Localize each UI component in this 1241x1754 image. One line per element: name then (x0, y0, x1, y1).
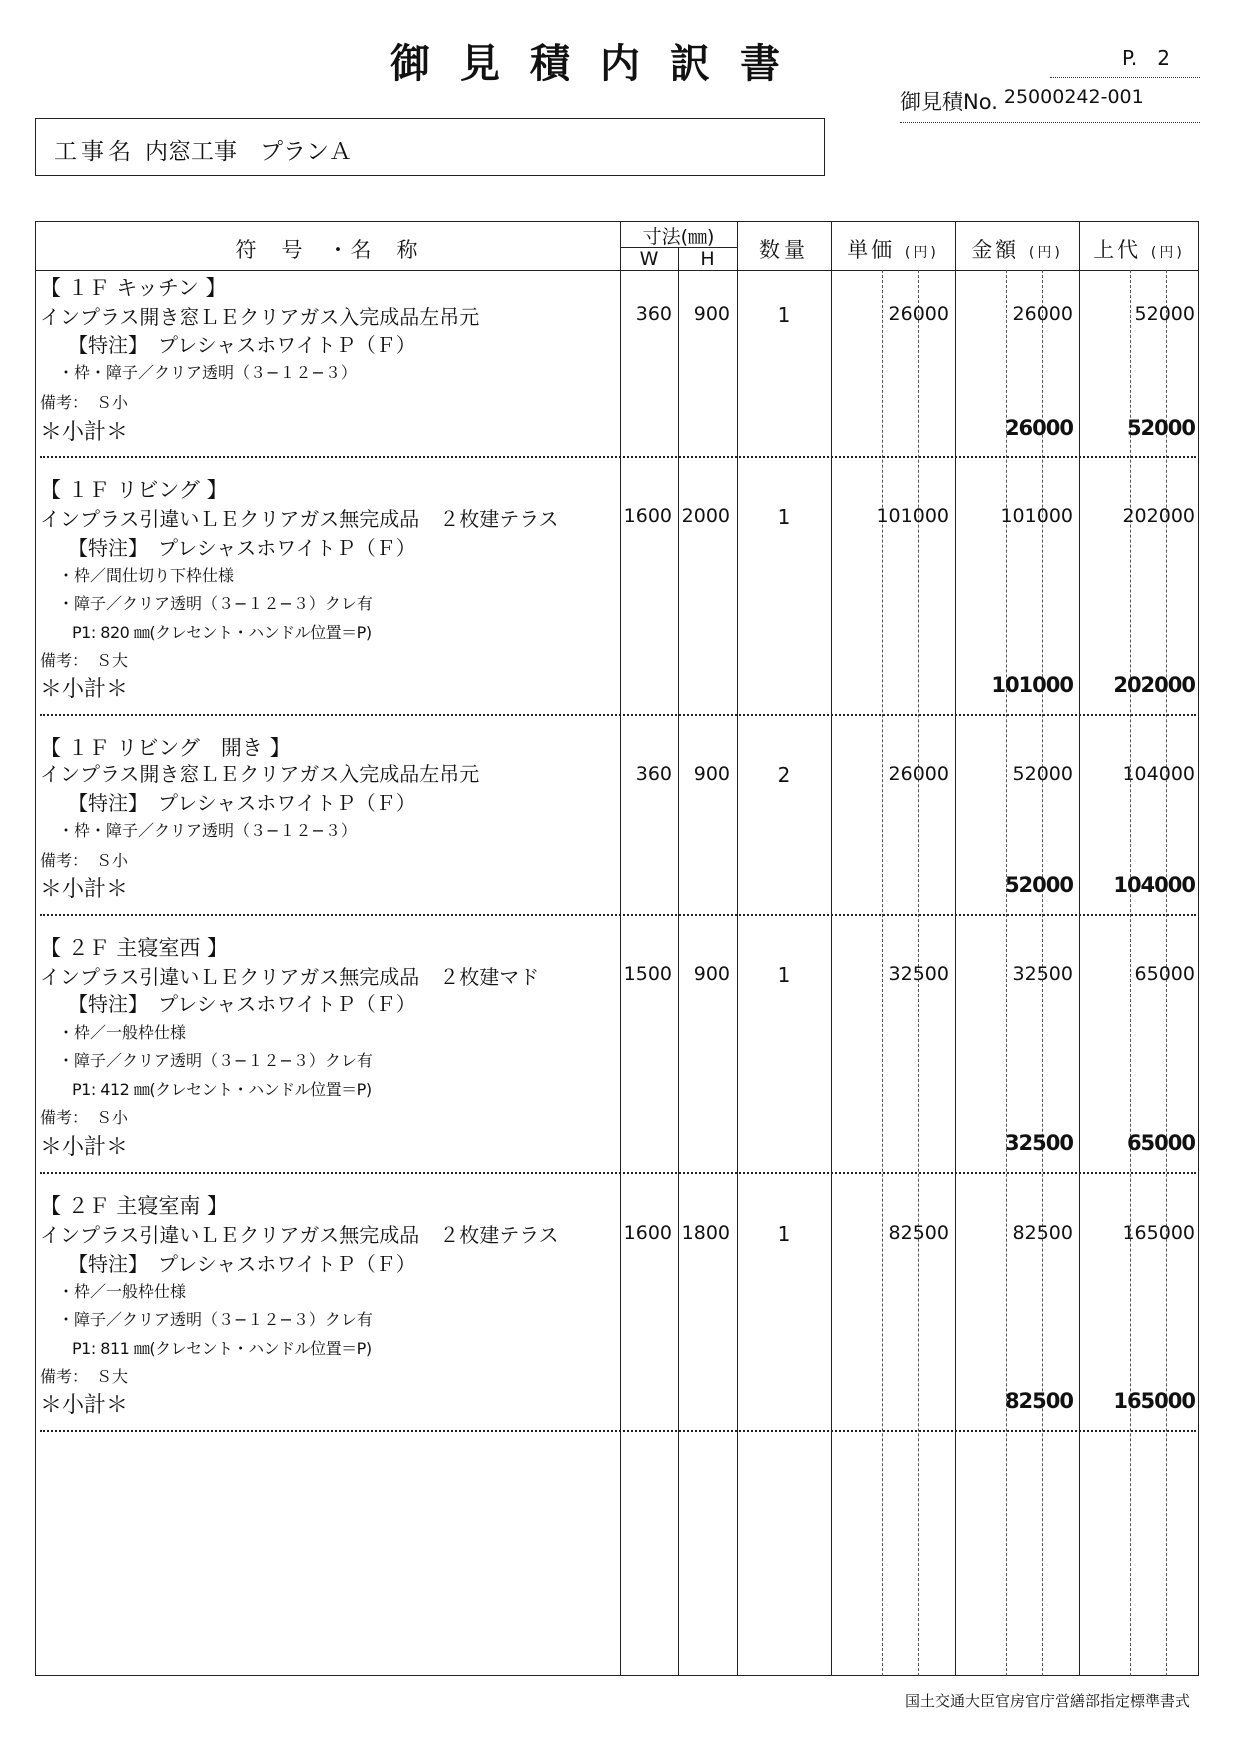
product-name: インプラス開き窓ＬＥクリアガス入完成品左吊元 (40, 305, 480, 329)
col-line-h (678, 247, 679, 1676)
memo: 備考： Ｓ小 (40, 1108, 129, 1127)
section-separator (40, 1430, 1196, 1432)
product-spec: 【特注】 プレシャスホワイトＰ（Ｆ） (68, 536, 416, 560)
product-option: ・枠／一般枠仕様 (58, 1282, 187, 1301)
col-line-qty (737, 221, 738, 1676)
unit-price-value: 26000 (888, 763, 949, 785)
header-w: W (639, 248, 659, 270)
header-bottom-line (35, 270, 1199, 271)
section-heading: 【 ２Ｆ 主寝室南 】 (40, 1194, 229, 1218)
quantity-value: 1 (777, 505, 791, 529)
estimate-no-value: 25000242-001 (1003, 86, 1144, 108)
page-number: P. 2 (1050, 42, 1200, 78)
product-name: インプラス引違いＬＥクリアガス無完成品 ２枚建マド (40, 965, 540, 989)
quantity-value: 1 (777, 1222, 791, 1246)
unit-price-value: 82500 (888, 1222, 949, 1244)
section-heading: 【 １Ｆ リビング 】 (40, 478, 228, 502)
width-value: 1600 (623, 1222, 672, 1244)
subtotal-list-price: 52000 (1126, 416, 1195, 440)
col-line-w (620, 221, 621, 1676)
footer-standard-format: 国土交通大臣官房官庁営繕部指定標準書式 (904, 1692, 1190, 1710)
header-unit-price: 単価 (円) (847, 238, 939, 262)
list-price-value: 104000 (1122, 763, 1195, 785)
header-list-price: 上代 (円) (1093, 238, 1185, 262)
subtotal-amount: 52000 (1004, 873, 1073, 897)
subtotal-amount: 26000 (1004, 416, 1073, 440)
quantity-value: 1 (777, 303, 791, 327)
amount-value: 52000 (1012, 763, 1073, 785)
product-name: インプラス開き窓ＬＥクリアガス入完成品左吊元 (40, 762, 480, 786)
memo: 備考： Ｓ小 (40, 393, 129, 412)
subtotal-label: ＊小計＊ (40, 420, 129, 445)
subtotal-amount: 82500 (1004, 1389, 1073, 1413)
product-option: ・障子／クリア透明（３−１２−３）クレ有 (58, 1051, 373, 1070)
amount-value: 32500 (1012, 963, 1073, 985)
subtotal-amount: 32500 (1004, 1131, 1073, 1155)
header-qty: 数量 (759, 238, 809, 262)
product-option: P1: 820 ㎜(クレセント・ハンドル位置＝P) (72, 623, 372, 642)
header-name: 符 号 ・名 称 (235, 238, 420, 262)
section-heading: 【 １Ｆ キッチン 】 (40, 276, 227, 300)
memo: 備考： Ｓ小 (40, 851, 129, 870)
product-option: ・枠／一般枠仕様 (58, 1023, 187, 1042)
product-option: ・障子／クリア透明（３−１２−３）クレ有 (58, 594, 373, 613)
subtotal-label: ＊小計＊ (40, 677, 129, 702)
subtotal-label: ＊小計＊ (40, 877, 129, 902)
width-value: 360 (635, 303, 672, 325)
height-value: 900 (693, 763, 730, 785)
col-line-unit (831, 221, 832, 1676)
section-separator (40, 714, 1196, 716)
project-box (35, 118, 825, 176)
unit-price-value: 26000 (888, 303, 949, 325)
product-option: P1: 412 ㎜(クレセント・ハンドル位置＝P) (72, 1080, 372, 1099)
subtotal-label: ＊小計＊ (40, 1135, 129, 1160)
section-separator (40, 456, 1196, 458)
width-value: 360 (635, 763, 672, 785)
estimate-label: 御見積No. (900, 90, 998, 114)
section-separator (40, 1172, 1196, 1174)
memo: 備考： Ｓ大 (40, 1367, 129, 1386)
subtotal-list-price: 104000 (1113, 873, 1195, 897)
memo: 備考： Ｓ大 (40, 651, 129, 670)
product-option: ・枠／間仕切り下枠仕様 (58, 566, 235, 585)
subtotal-list-price: 202000 (1113, 673, 1195, 697)
product-option: ・障子／クリア透明（３−１２−３）クレ有 (58, 1310, 373, 1329)
product-spec: 【特注】 プレシャスホワイトＰ（Ｆ） (68, 1252, 416, 1276)
unit-price-value: 32500 (888, 963, 949, 985)
product-option: P1: 811 ㎜(クレセント・ハンドル位置＝P) (72, 1339, 372, 1358)
estimate-number (900, 86, 1200, 123)
header-amount: 金額 (円) (971, 238, 1063, 262)
amount-value: 26000 (1012, 303, 1073, 325)
width-value: 1500 (623, 963, 672, 985)
product-spec: 【特注】 プレシャスホワイトＰ（Ｆ） (68, 333, 416, 357)
section-separator (40, 914, 1196, 916)
subtotal-label: ＊小計＊ (40, 1393, 129, 1418)
amount-value: 101000 (1000, 505, 1073, 527)
subtotal-list-price: 65000 (1126, 1131, 1195, 1155)
quantity-value: 2 (777, 763, 791, 787)
height-value: 900 (693, 963, 730, 985)
subtotal-amount: 101000 (991, 673, 1073, 697)
unit-price-value: 101000 (876, 505, 949, 527)
product-name: インプラス引違いＬＥクリアガス無完成品 ２枚建テラス (40, 1223, 559, 1247)
section-heading: 【 １Ｆ リビング 開き 】 (40, 736, 291, 760)
product-spec: 【特注】 プレシャスホワイトＰ（Ｆ） (68, 791, 416, 815)
product-name: インプラス引違いＬＥクリアガス無完成品 ２枚建テラス (40, 507, 559, 531)
list-price-value: 165000 (1122, 1222, 1195, 1244)
product-option: ・枠・障子／クリア透明（３−１２−３） (58, 821, 357, 840)
height-value: 1800 (681, 1222, 730, 1244)
height-value: 2000 (681, 505, 730, 527)
list-price-value: 202000 (1122, 505, 1195, 527)
header-h: H (700, 248, 715, 270)
project-label: 工事名 (54, 139, 135, 165)
amount-value: 82500 (1012, 1222, 1073, 1244)
list-price-value: 65000 (1134, 963, 1195, 985)
header-size: 寸法(㎜) (642, 226, 715, 248)
document-title: 御見積内訳書 (390, 41, 810, 87)
product-option: ・枠・障子／クリア透明（３−１２−３） (58, 363, 357, 382)
subtotal-list-price: 165000 (1113, 1389, 1195, 1413)
height-value: 900 (693, 303, 730, 325)
project-name: 内窓工事 プランＡ (145, 139, 352, 165)
quantity-value: 1 (777, 963, 791, 987)
width-value: 1600 (623, 505, 672, 527)
product-spec: 【特注】 プレシャスホワイトＰ（Ｆ） (68, 992, 416, 1016)
section-heading: 【 ２Ｆ 主寝室西 】 (40, 936, 229, 960)
list-price-value: 52000 (1134, 303, 1195, 325)
